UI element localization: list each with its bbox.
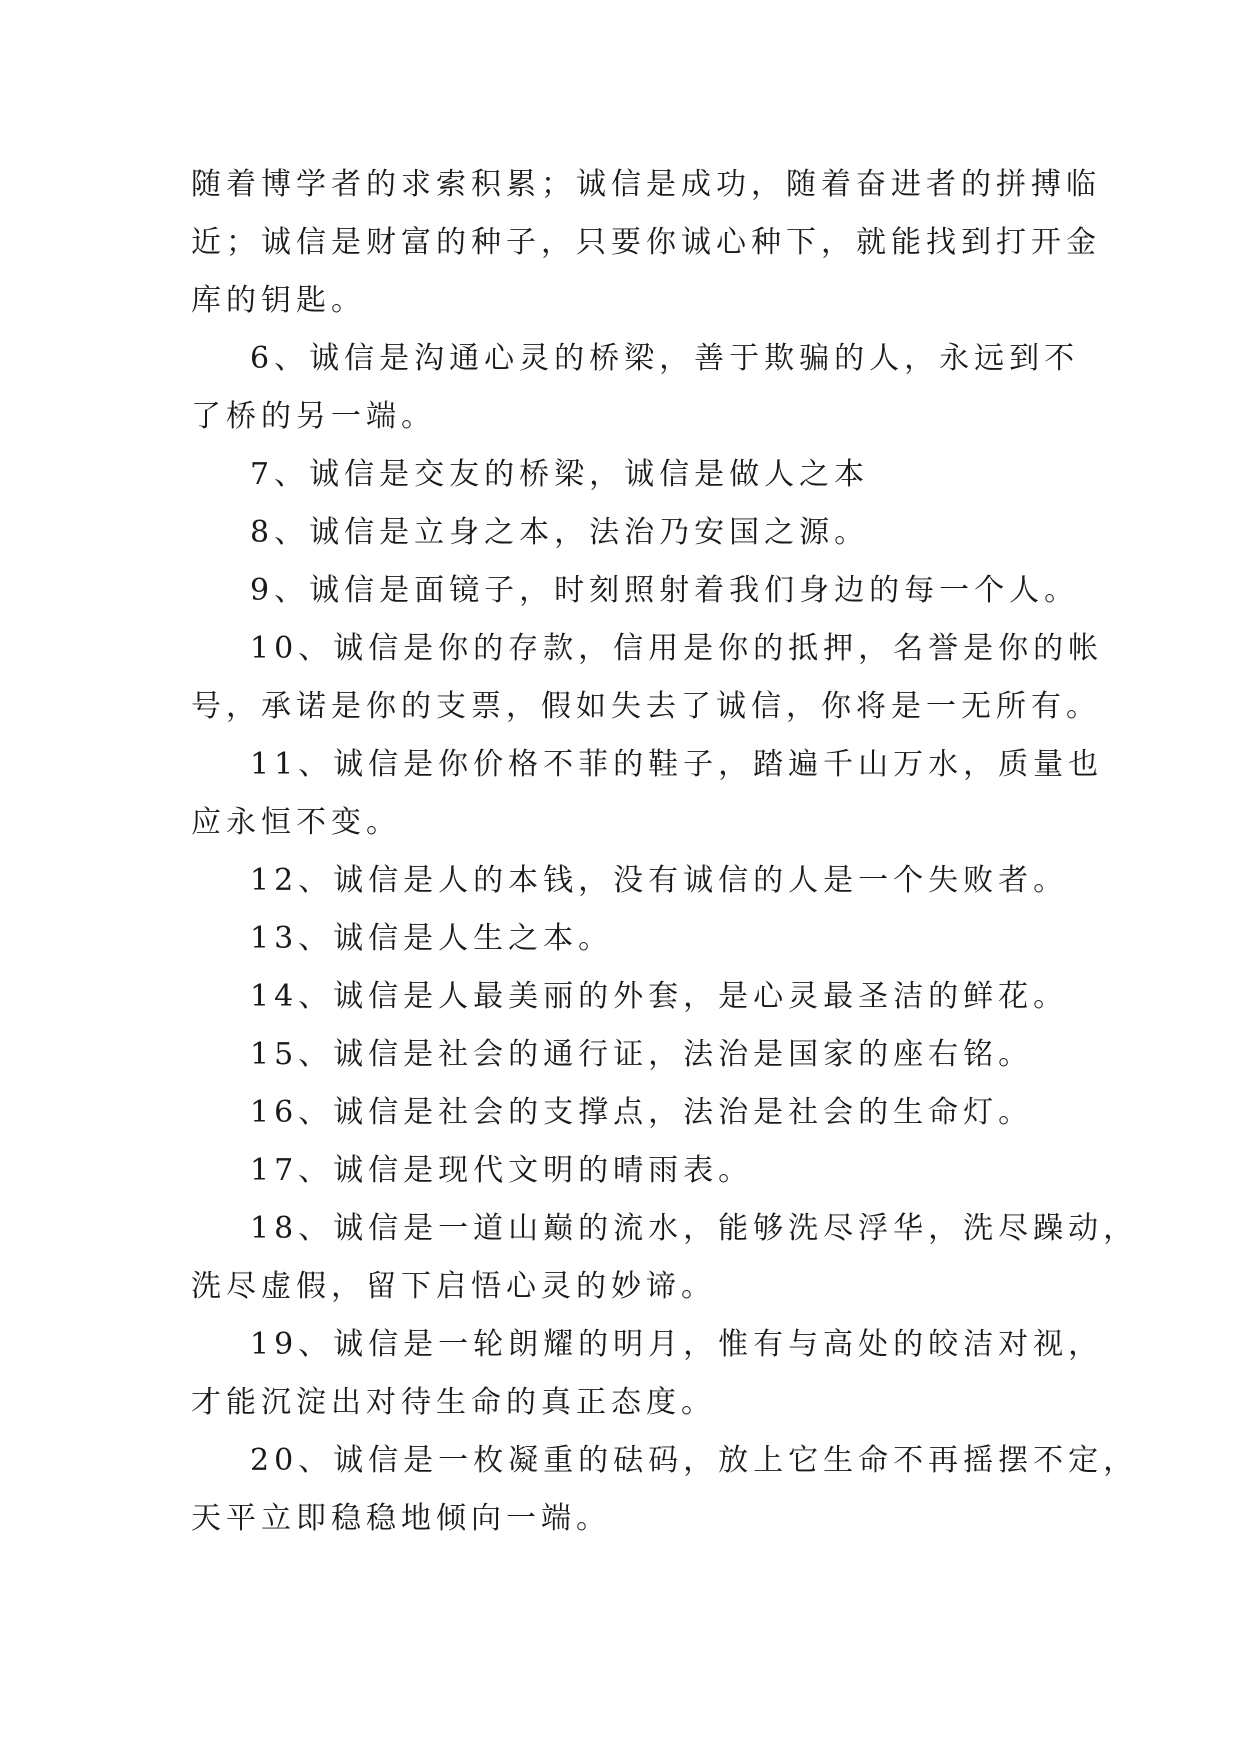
text-line: 11、诚信是你价格不菲的鞋子，踏遍千山万水，质量也 (250, 747, 1104, 782)
text-line: 12、诚信是人的本钱，没有诚信的人是一个失败者。 (250, 863, 1069, 898)
text-line: 19、诚信是一轮朗耀的明月，惟有与高处的皎洁对视， (250, 1327, 1104, 1362)
text-line: 才能沉淀出对待生命的真正态度。 (191, 1385, 716, 1420)
text-line: 8、诚信是立身之本，法治乃安国之源。 (250, 515, 870, 550)
text-line: 13、诚信是人生之本。 (250, 921, 614, 956)
text-line: 洗尽虚假，留下启悟心灵的妙谛。 (191, 1269, 716, 1304)
text-line: 号，承诺是你的支票，假如失去了诚信，你将是一无所有。 (191, 689, 1101, 724)
text-line: 20、诚信是一枚凝重的砝码，放上它生命不再摇摆不定， (250, 1443, 1139, 1478)
text-line: 15、诚信是社会的通行证，法治是国家的座右铭。 (250, 1037, 1034, 1072)
text-line: 7、诚信是交友的桥梁，诚信是做人之本 (250, 457, 870, 492)
text-line: 随着博学者的求索积累；诚信是成功，随着奋进者的拼搏临 (191, 167, 1101, 202)
text-line: 16、诚信是社会的支撑点，法治是社会的生命灯。 (250, 1095, 1034, 1130)
text-line: 10、诚信是你的存款，信用是你的抵押，名誉是你的帐 (250, 631, 1104, 666)
text-line: 18、诚信是一道山巅的流水，能够洗尽浮华，洗尽躁动， (250, 1211, 1139, 1246)
text-line: 9、诚信是面镜子，时刻照射着我们身边的每一个人。 (250, 573, 1080, 608)
text-line: 17、诚信是现代文明的晴雨表。 (250, 1153, 754, 1188)
text-line: 了桥的另一端。 (191, 399, 436, 434)
text-line: 近；诚信是财富的种子，只要你诚心种下，就能找到打开金 (191, 225, 1101, 260)
text-line: 应永恒不变。 (191, 805, 401, 840)
text-line: 天平立即稳稳地倾向一端。 (191, 1501, 611, 1536)
text-line: 14、诚信是人最美丽的外套，是心灵最圣洁的鲜花。 (250, 979, 1069, 1014)
text-line: 6、诚信是沟通心灵的桥梁，善于欺骗的人，永远到不 (250, 341, 1080, 376)
text-line: 库的钥匙。 (191, 283, 366, 318)
